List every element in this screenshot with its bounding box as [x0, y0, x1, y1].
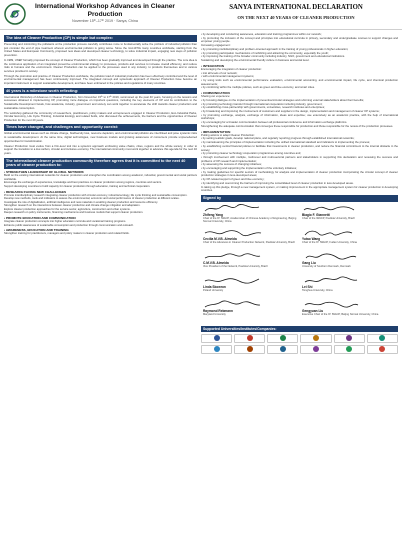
- communication-cluster: [201, 91, 398, 128]
- integration-cluster: [201, 64, 398, 90]
- body-line: Increasing engagement:: [201, 44, 231, 48]
- cluster-line: Sharing our experience:: [201, 95, 231, 99]
- cluster-line: • by combining within the multiple policies, such as green and blue economy, and smart cities.: [201, 86, 315, 90]
- institution-emblem-icon: [214, 346, 220, 352]
- cluster-line: Integrate cleaner production concepts into higher education curricula and vocational training programs.: [4, 220, 127, 224]
- paragraph: International Workshop of Advances in Cleaner Production, from November 15ᵗʰ to 17ᵗʰ 2019, summoned up the past 40 years, focusing on the lessons and successes obtained in implementing CP, promoting more dialogue on important questions, including the key elements of CP and its contribution to the Sustainable Development Goals, how academia, industry, government and society can work together to accelerate the shift towards cleaner production and sustainable consumption.: [4, 95, 197, 110]
- signatory-name: C.M.V.B. Almeida: [203, 260, 229, 265]
- signatory-name: Gengyuan Liu: [302, 308, 324, 313]
- left-column: [4, 33, 197, 555]
- signatory: [201, 300, 299, 324]
- cluster-line: • by establishing central financial policies to facilitate that investments in cleaner production, and reduce the financial commitment to the internal obstacle in the society;: [201, 144, 398, 152]
- institution-emblem-icon: [379, 346, 385, 352]
- body-line: • by promoting multidisciplinary and problem-oriented approach in the training of young professionals in higher education;: [201, 47, 349, 51]
- cluster-line: • by mainstreaming the principles of implementation including the unified international standard and indicators to implementing the process;: [201, 141, 370, 145]
- declaration-subtitle: ON THE NEXT 40 YEARS OF CLEANER PRODUCTION: [237, 15, 355, 20]
- signatory: [201, 204, 299, 228]
- cluster-line: • by CP-related support of green and blue economy;: [201, 178, 265, 182]
- institution-logo-icon: [367, 345, 398, 354]
- cluster-line: • into all levels of our network;: [201, 71, 238, 75]
- institution-logo-icon: [201, 334, 232, 343]
- paragraph: Cleaner Production must evolve from a firm-level tool into a systemic approach embracing value chains, cities, regions and the whole society, in order to support the transition to a low-carbon, circular and inclusive economy. The international community must work together to advance this agenda for the next 40 years.: [4, 144, 197, 155]
- cluster-line: • by encouraging for a broader communication between all professional conference and information exchange platforms.: [201, 121, 348, 125]
- cluster-line: Investigate the role of digitalization, artificial intelligence and new materials in enabling cleaner production and resource efficiency.: [4, 200, 159, 204]
- cluster-line: Develop new methods, tools and indicators to assess the environmental, economic and social performance of cleaner production at different scales.: [4, 197, 180, 201]
- supporter-logos: [201, 334, 398, 354]
- cluster-line: Support developing countries to build capacity for cleaner production through education, training and technical cooperation.: [4, 184, 151, 188]
- institution-emblem-icon: [346, 346, 352, 352]
- signatory-role: Chair of the IWACP, Paulista University, Brazil: [302, 216, 355, 220]
- handwritten-signature-icon: [203, 252, 263, 261]
- institution-emblem-icon: [313, 346, 319, 352]
- section-title: The international cleaner production community therefore agrees that it is committed to the next 40 years of cleaner production to:: [4, 158, 197, 169]
- cluster-line: Encouraging the integration of cleaner production:: [201, 67, 262, 71]
- supporters-title: Supported Universities/Institutes/Companies:: [201, 326, 398, 332]
- institution-logo-icon: [300, 334, 331, 343]
- handwritten-signature-icon: [302, 228, 362, 237]
- section-title: Times have changed, and challenges and opportunity coexist:: [4, 124, 197, 131]
- implementation-cluster: [201, 130, 398, 193]
- signatory-name: Lei Shi: [302, 284, 313, 289]
- institution-logo-icon: [234, 345, 265, 354]
- cluster-line: • with environmental management systems;: [201, 75, 255, 79]
- cluster-line: • by focusing dialogue on the implementation of preventive/circular strategies and reforming external stakeholders about their benefits;: [201, 98, 364, 102]
- institution-emblem-icon: [379, 335, 385, 341]
- handwritten-signature-icon: [302, 204, 362, 213]
- institution-emblem-icon: [280, 335, 286, 341]
- signatory: [300, 228, 398, 252]
- body-line: • by improving the training of the broader community including industry, NGO, government and educational institutions.: [201, 55, 345, 59]
- institution-logo-icon: [367, 334, 398, 343]
- signatory-name: Raymond Rebmann: [203, 308, 233, 313]
- cluster-line: • by setting realistic goals, develop national plans, and regularly reporting progress through established international networks;: [201, 137, 355, 141]
- cluster-line: Strengthening the adequate communication that converges these responsible for production and those responsible for the review of the production processes.: [201, 124, 394, 128]
- section-title: 40 years is a milestone worth reflecting:: [4, 88, 197, 95]
- cluster-line: Enhance public awareness of sustainable consumption and production through communication and outreach.: [4, 223, 134, 227]
- cluster-heading: • AWARENESS, EDUCATION AND TRAINING: [4, 228, 69, 233]
- cluster-heading: • STRENGTHEN LEADERSHIP OF GLOBAL NETWORK: [4, 170, 84, 175]
- section-title: The idea of Cleaner Production (CP) is simple but complex:: [4, 35, 197, 42]
- handwritten-signature-icon: [203, 300, 263, 309]
- signatory-name: Cecília M.V.B. Almeida: [203, 236, 237, 241]
- cluster-heading: • RESEARCH FACING NEW CHALLENGES: [4, 189, 67, 194]
- cluster-line: • through involvement with multiple, multi-level and multi-sectoral partners and stakeholders in supporting this declaration and reviewing the success and problems of CP research and implementation;: [201, 155, 398, 163]
- signatory: [201, 276, 299, 300]
- institution-logo-icon: [267, 345, 298, 354]
- signatory-name: Gang Liu: [302, 260, 316, 265]
- cluster-line: • by promoting cleaner technology cooperation programmes among countries and;: [201, 152, 302, 156]
- cluster-line: In taking up this pledge, through a new management system, or making improvement in the appropriate management system for cleaner production in developing countries.: [201, 185, 398, 193]
- signed-by-label: Signed by: [201, 195, 398, 202]
- cluster-line: • by encouraging and supporting the implementation of the voluntary initiatives;: [201, 167, 297, 171]
- signatory-role: Poland University: [203, 288, 224, 292]
- body-line: • by developing and conducting awareness, education and training programmes within our network;: [201, 33, 322, 36]
- handwritten-signature-icon: [302, 252, 362, 261]
- cluster-line: Build on the existing international networks for cleaner production and strengthen the coordination among academic, industrial, governmental and social partners worldwide.: [4, 174, 197, 181]
- cluster-line: Explore cleaner production approaches for the service sector, agriculture, construction and urban systems.: [4, 207, 131, 211]
- cluster-line: Putting actions to adapt Cleaner Production:: [201, 133, 255, 137]
- handwritten-signature-icon: [203, 228, 263, 237]
- handwritten-signature-icon: [302, 300, 362, 309]
- cluster-line: • by using tools such as environmental performance evaluation, environmental accounting, and environmental impact, life cycle, and chemical production assessments;: [201, 78, 398, 86]
- institution-emblem-icon: [280, 346, 286, 352]
- institution-logo-icon: [234, 334, 265, 343]
- signatory-role: Tsinghua University, China: [302, 288, 333, 292]
- signatory-name: Biagio F. Giannetti: [302, 212, 330, 217]
- commitment-cluster: [4, 216, 197, 227]
- handwritten-signature-icon: [302, 276, 362, 285]
- signatory-name: Yutao Wang: [302, 236, 321, 241]
- workshop-dates: November 15ᵗʰ–17ᵗʰ 2019 · Sanya, China: [72, 19, 138, 23]
- body-line: • by promoting participation mechanisms of mobilizing and attracting the community, especially the youth;: [201, 51, 329, 55]
- institution-logo-icon: [201, 345, 232, 354]
- cluster-line: • by assessing the success of changing initiatives;: [201, 163, 262, 167]
- institution-emblem-icon: [313, 335, 319, 341]
- signatory: [201, 252, 299, 276]
- signatory-name: Zhifeng Yang: [203, 212, 223, 217]
- institution-emblem-icon: [247, 335, 253, 341]
- paragraph: Through the promotion and practice of Cleaner Production worldwide, the pollution load of industrial production has been effectively controlled and the level of environmental management has been continuously improved. The integrated concept and systematic approach of Cleaner Production have become an important instrument to support sustainable development, and have been embraced in the policies and regulations of many countries.: [4, 74, 197, 86]
- signatories: [201, 204, 398, 324]
- cluster-line: • by identifying and overcoming the barriers of improving the consolidated level of cleaner production in less developed areas.: [201, 181, 354, 185]
- institution-emblem-icon: [214, 335, 220, 341]
- signatory: [300, 300, 398, 324]
- cluster-line: • by promoting exchange, analysis, exchange of information, ideas and expertise; use extensively as an academic practice, with the help of international workshops;: [201, 113, 398, 121]
- cluster-line: • by establishing cross-partnership with governments, universities, research institutes and enterprises;: [201, 106, 325, 110]
- paragraph: Preventing and minimizing the pollutants at the production process carefully contributes more to fundamentally solve the problem of industrial pollution than just consider the end of pipe treatment wherein environmental pollution is going worse. Since the mid-1970s many countries worldwide, starting from the United States and European Community, proposed new ideas and developed cleaner technology, to solve industrial impact, engaging new steps of pollution prevention.: [4, 43, 197, 57]
- cluster-heading: • PROMOTE EDUCATION AND COMMUNICATION: [4, 216, 76, 221]
- institution-logo-icon: [267, 334, 298, 343]
- cluster-line: • by making guidelines for specific sectors of methodology for analysis and implementation of cleaner production incorporating the circular concept of cleaner production strategies in less-developed areas;: [201, 170, 398, 178]
- signatory: [201, 228, 299, 252]
- body-line: Sustaining and developing the environmental friendly culture in business and social level.: [201, 58, 310, 62]
- signatory-role: Chair of the Advances in Cleaner Production Network, Paulista University, Brazil: [203, 240, 295, 244]
- signatory: [300, 252, 398, 276]
- handwritten-signature-icon: [203, 204, 263, 213]
- signatory-role: Vice President of the Network, Paulista University, Brazil: [203, 264, 268, 268]
- cluster-line: • by broadening and improving the involvement of customers and suppliers in the design, implementation and management of cleaner CP systems;: [201, 110, 380, 114]
- institution-emblem-icon: [247, 346, 253, 352]
- institution-logo-icon: [334, 345, 365, 354]
- signatory-role: University of Southern Denmark, Denmark: [302, 264, 351, 268]
- intro-lines: [201, 33, 398, 63]
- commitment-cluster: [4, 228, 197, 236]
- institution-logo-icon: [300, 345, 331, 354]
- cluster-line: • by promoting technology transfer through international cooperation including industry, government;: [201, 102, 323, 106]
- signatory-role: Maryland University: [203, 312, 226, 316]
- cluster-line: Encourage the exchange of experiences, knowledge and best practices on cleaner production among regions, countries and sectors.: [4, 181, 162, 185]
- workshop-title: International Workshop Advances in Cleaner Production: [35, 3, 175, 18]
- signatory: [300, 276, 398, 300]
- paragraph: Global environmental issues such as climate change, biodiversity loss, resource depletion, and environmental pollution are interlinked and pose systemic risks to sustainable development. At the same time, digital technologies, new business models and growing awareness of consumers provide unprecedented opportunities for transformation.: [4, 132, 197, 143]
- declaration-title: SANYA INTERNATIONAL DECLARATION: [229, 4, 363, 11]
- handwritten-signature-icon: [203, 276, 263, 285]
- signatory-role: Executive Chair of the 9ᵗʰ IWACP, Beijing Normal University, China: [302, 312, 379, 316]
- cluster-line: Promote interdisciplinary research integrating cleaner production with circular economy, industrial ecology, life cycle thinking and sustainable consumption.: [4, 193, 188, 197]
- cluster-line: Strengthen research on the interactions between cleaner production and climate change mitigation and adaptation.: [4, 204, 141, 208]
- commitment-cluster: [4, 190, 197, 215]
- cluster-line: Strengthen training for practitioners, managers and policy makers in cleaner production and related fields.: [4, 232, 130, 236]
- cluster-line: Deepen research on policy instruments, financing mechanisms and business models that support cleaner production.: [4, 211, 144, 215]
- paragraph: The workshop gathered the community of researchers, practitioners, policy makers and entrepreneurs engaged in Cleaner Production, Eco-Industrial Parks, Circular Economy, Life Cycle Thinking, Industrial Ecology and related fields, who discussed the achievements, the barriers and the opportunities of Cleaner Production for the next 40 years.: [4, 111, 197, 122]
- body-line: • by promoting the inclusion of the concept and principles into educational curricula in primary, secondary and undergraduate courses to support changes and empower young people.: [201, 36, 398, 44]
- signatory-name: Linda Skowron: [203, 284, 226, 289]
- signatory: [300, 204, 398, 228]
- institution-emblem-icon: [346, 335, 352, 341]
- paragraph: In 1989, UNEP formally proposed the concept of Cleaner Production, which has been gradually improved and developed through the practice. The core idea is the continuous application of an integrated preventive environmental strategy to processes, products and services to increase overall efficiency, and reduce risks to humans and the environment. Cleaner Production can be applied to the processes used in any industry, to products themselves and to various services provided in society.: [4, 58, 197, 73]
- right-column: [201, 33, 398, 555]
- acp-workshop-logo-icon: [4, 3, 26, 25]
- commitment-cluster: [4, 170, 197, 188]
- cluster-heading: • COMMUNICATION: [201, 91, 230, 96]
- cluster-heading: • IMPLEMENTATION: [201, 129, 231, 134]
- cluster-heading: • INTEGRATION: [201, 63, 225, 68]
- header: [0, 0, 402, 30]
- signatory-role: Chair of the 9ᵗʰ IWACP, Academician of Chinese Academy of Engineering, Beijing Normal University, China: [203, 216, 297, 223]
- institution-logo-icon: [334, 334, 365, 343]
- signatory-role: Chair of the 9ᵗʰ IWACP, Fudan University, China: [302, 240, 357, 244]
